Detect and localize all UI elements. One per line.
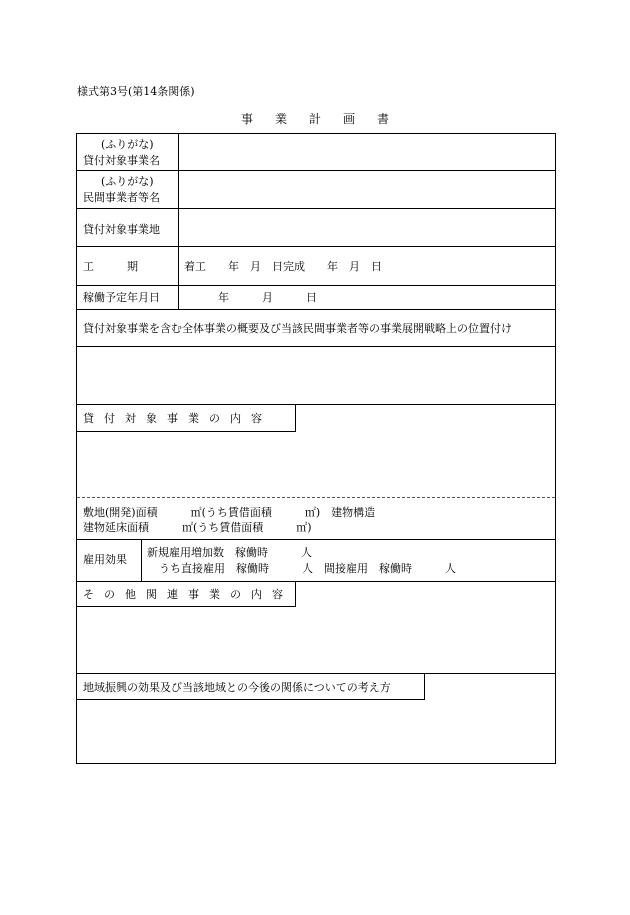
- loan-content-heading: 貸付対象事業の内容: [83, 412, 272, 425]
- related-projects-heading: その他関連事業の内容: [83, 588, 293, 601]
- overview-heading: 貸付対象事業を含む全体事業の概要及び当該民間事業者等の事業展開戦略上の位置付け: [83, 322, 512, 335]
- floor-area-line: 建物延床面積 ㎡(うち賃借面積 ㎡): [83, 521, 312, 534]
- operation-date-label: 稼働予定年月日: [83, 291, 160, 304]
- document-title: 事業計画書: [240, 112, 411, 126]
- form-number: 様式第3号(第14条関係): [77, 85, 195, 98]
- construction-period-label: 工 期: [83, 260, 138, 273]
- furigana-label-1: (ふりがな): [101, 138, 154, 151]
- construction-period-value: 着工 年 月 日完成 年 月 日: [184, 260, 382, 273]
- label-column-divider: [178, 134, 179, 309]
- employment-label: 雇用効果: [83, 553, 127, 566]
- employment-line-1: 新規雇用増加数 稼働時 人: [147, 546, 312, 559]
- employment-line-2: うち直接雇用 稼働時 人 間接雇用 稼働時 人: [159, 562, 456, 575]
- furigana-label-2: (ふりがな): [101, 175, 154, 188]
- loan-project-location-label: 貸付対象事業地: [83, 223, 160, 236]
- business-plan-table: [76, 133, 556, 764]
- operation-date-value: 年 月 日: [218, 291, 317, 304]
- loan-project-name-label: 貸付対象事業名: [83, 154, 160, 167]
- regional-effect-heading: 地域振興の効果及び当該地域との今後の関係についての考え方: [83, 681, 391, 694]
- private-operator-name-label: 民間事業者等名: [83, 191, 160, 204]
- site-area-line: 敷地(開発)面積 ㎡(うち賃借面積 ㎡) 建物構造: [83, 506, 376, 519]
- employment-divider: [141, 539, 142, 581]
